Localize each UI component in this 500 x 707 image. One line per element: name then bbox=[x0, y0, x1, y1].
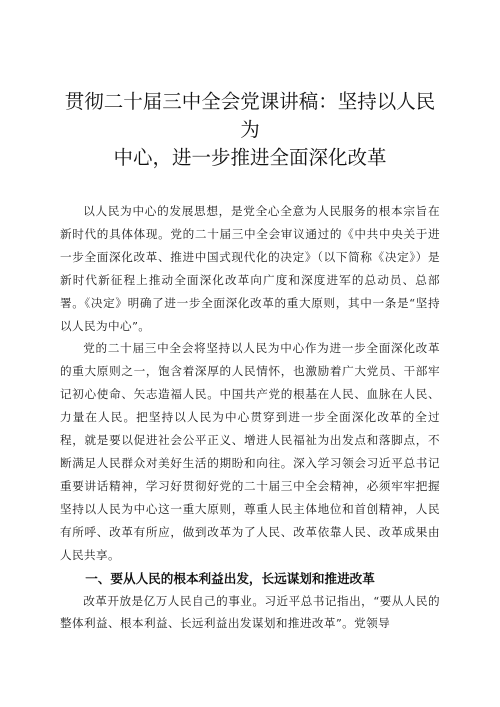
section-heading-1: 一、要从人民的根本利益出发，长远谋划和推进改革 bbox=[85, 570, 375, 586]
paragraph-3: 改革开放是亿万人民自己的事业。习近平总书记指出，“要从人民的整体利益、根本利益、长远利益出发谋划和推进改革”。党领导 bbox=[60, 593, 440, 631]
document-body bbox=[60, 200, 440, 635]
document-title bbox=[60, 0, 440, 172]
title-line-1: 贯彻二十届三中全会党课讲稿：坚持以人民为 bbox=[64, 90, 436, 141]
paragraph-1: 以人民为中心的发展思想，是党全心全意为人民服务的根本宗旨在新时代的具体体现。党的二十届三中全会审议通过的《中共中央关于进一步全面深化改革、推进中国式现代化的决定》（以下简称《决定》）是新时代新征程上推动全面深化改革向广度和深度进军的总动员、总部署。《决定》明确了进一步全面深化改革的重大原则，其中一条是“坚持以人民为中心”。 bbox=[60, 204, 440, 333]
title-line-2: 中心，进一步推进全面深化改革 bbox=[113, 146, 387, 169]
paragraph-2: 党的二十届三中全会将坚持以人民为中心作为进一步全面深化改革的重大原则之一，饱含着深厚的人民情怀，也激励着广大党员、干部牢记初心使命、矢志造福人民。中国共产党的根基在人民、血脉在人民、力量在人民。把坚持以人民为中心贯穿到进一步全面深化改革的全过程，就是要以促进社会公平正义、增进人民福祉为出发点和落脚点，不断满足人民群众对美好生活的期盼和向往。深入学习领会习近平总书记重要讲话精神，学习好贯彻好党的二十届三中全会精神，必须牢牢把握坚持以人民为中心这一重大原则，尊重人民主体地位和首创精神，人民有所呼、改革有所应，做到改革为了人民、改革依靠人民、改革成果由人民共享。 bbox=[60, 341, 440, 562]
